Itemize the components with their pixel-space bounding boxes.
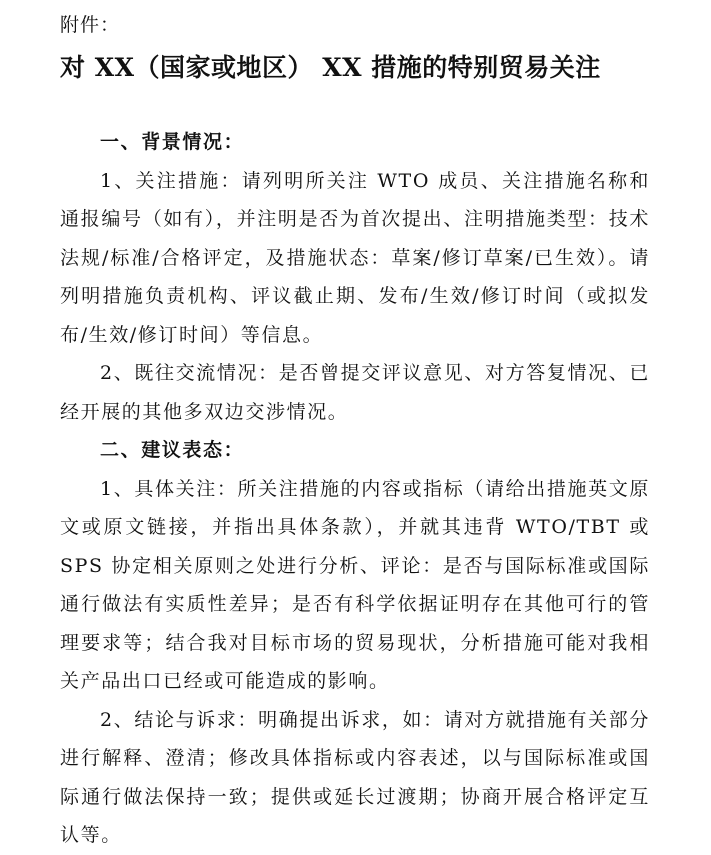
paragraph-previous-exchanges: 2、既往交流情况：是否曾提交评议意见、对方答复情况、已经开展的其他多双边交涉情况。 (60, 362, 650, 423)
document-title: 对 XX（国家或地区） XX 措施的特别贸易关注 (60, 53, 601, 82)
paragraph-concerned-measure: 1、关注措施：请列明所关注 WTO 成员、关注措施名称和通报编号（如有），并注明是否为首次提出、注明措施类型：技术法规/标准/合格评定，及措施状态：草案/修订草案/已生效）。请列明措施负责机构、评议截止期、发布/生效/修订时间（或拟发布/生效/修订时间）等信息。 (60, 169, 650, 346)
annex-label: 附件： (60, 14, 121, 36)
section-heading-background: 一、背景情况： (100, 131, 245, 153)
paragraph-specific-concerns: 1、具体关注：所关注措施的内容或指标（请给出措施英文原文或原文链接，并指出具体条款），并就其违背 WTO/TBT 或 SPS 协定相关原则之处进行分析、评论：是否与国际标准或国际通行做法有实质性差异；是否有科学依据证明存在其他可行的管理要求等；结合我对目标市场的贸易现状，分析措施可能对我相关产品出口已经或可能造成的影响。 (60, 477, 650, 692)
paragraph-conclusion-requests: 2、结论与诉求：明确提出诉求，如：请对方就措施有关部分进行解释、澄清；修改具体指标或内容表述，以与国际标准或国际通行做法保持一致；提供或延长过渡期；协商开展合格评定互认等。 (60, 708, 650, 846)
section-heading-suggested-position: 二、建议表态： (100, 439, 245, 461)
document-body (60, 123, 650, 855)
